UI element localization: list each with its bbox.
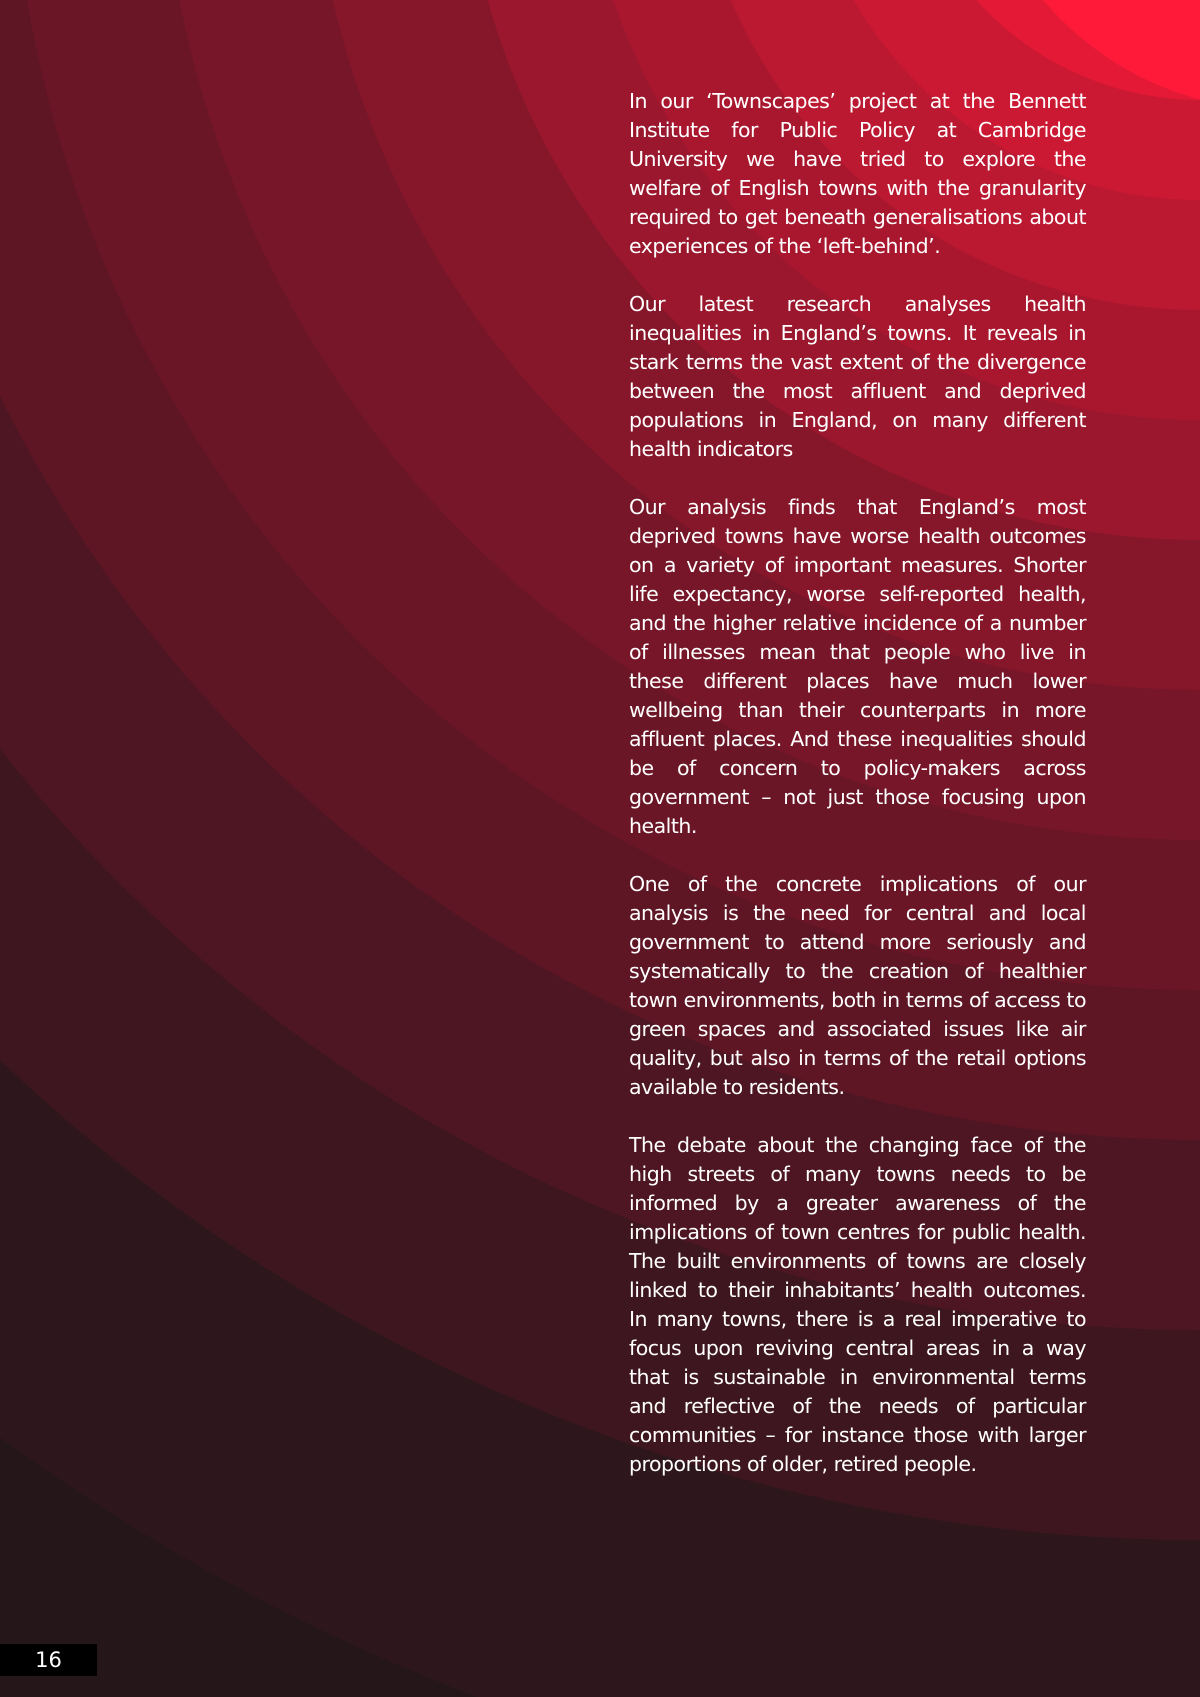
paragraph-concrete-implications: One of the concrete implications of our analysis is the need for central and local government to attend more seriously and systematically to the creation of healthier town environments, both in terms of access to green spaces and associated issues like air quality, but also in terms of the retail options available to residents.	[629, 872, 1086, 1099]
body-text-column	[629, 87, 1086, 1508]
paragraph-latest-research: Our latest research analyses health inequalities in England’s towns. It reveals in stark terms the vast extent of the divergence between the most affluent and deprived populations in England, on many different health indicators	[629, 292, 1086, 461]
paragraph-high-streets-debate: The debate about the changing face of the high streets of many towns needs to be informed by a greater awareness of the implications of town centres for public health. The built environments of towns are closely linked to their inhabitants’ health outcomes. In many towns, there is a real imperative to focus upon reviving central areas in a way that is sustainable in environmental terms and reflective of the needs of particular communities – for instance those with larger proportions of older, retired people.	[629, 1133, 1086, 1476]
page-number: 16	[0, 1644, 97, 1676]
paragraph-townscapes-intro: In our ‘Townscapes’ project at the Bennett Institute for Public Policy at Cambridge University we have tried to explore the welfare of English towns with the granularity required to get beneath generalisations about experiences of the ‘left-behind’.	[629, 89, 1086, 258]
paragraph-analysis-findings: Our analysis finds that England’s most deprived towns have worse health outcomes on a variety of important measures. Shorter life expectancy, worse self-reported health, and the higher relative incidence of a number of illnesses mean that people who live in these different places have much lower wellbeing than their counterparts in more affluent places. And these inequalities should be of concern to policy-makers across government – not just those focusing upon health.	[629, 495, 1086, 838]
